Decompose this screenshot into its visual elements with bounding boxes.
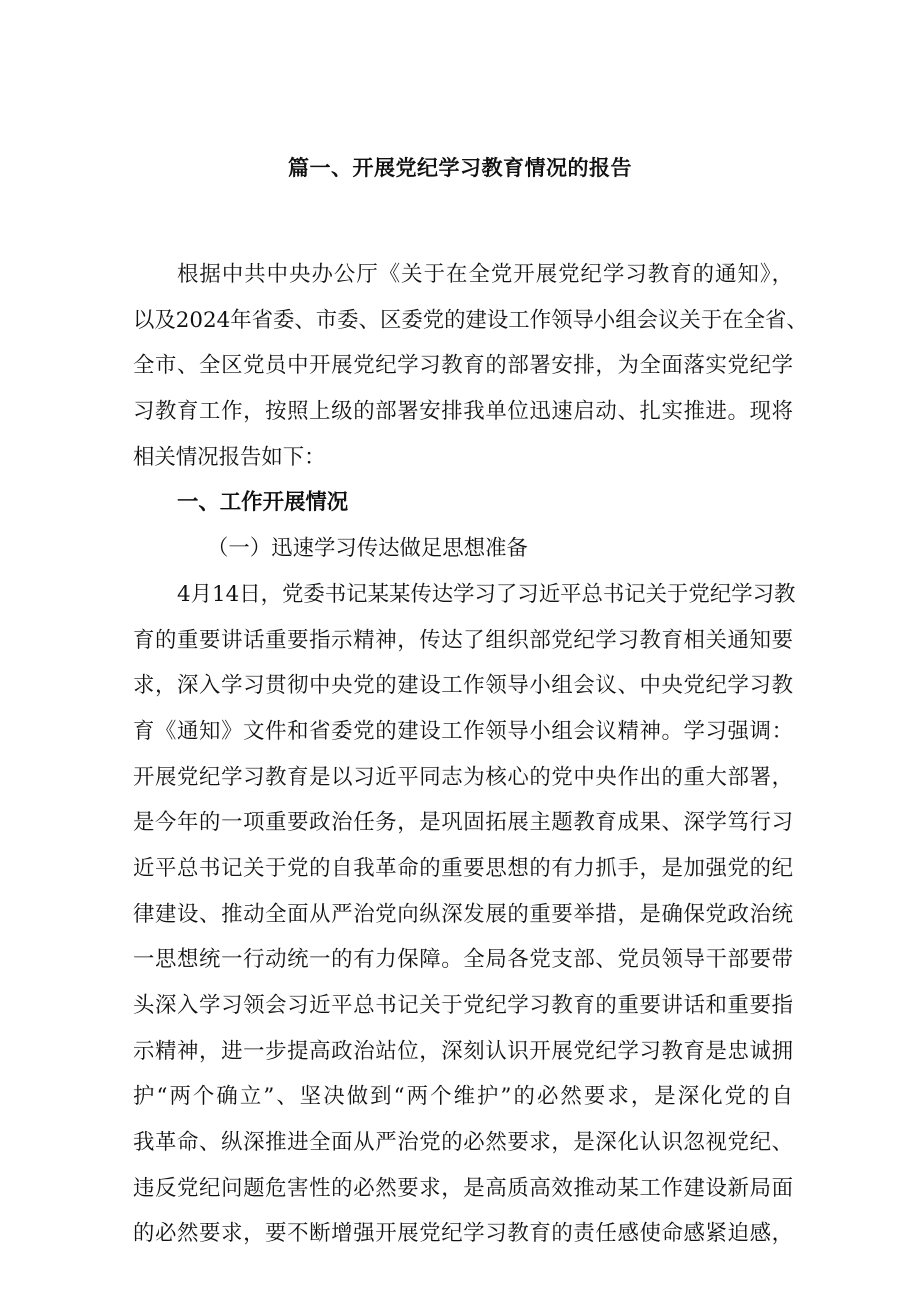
paragraph-line: 头深入学习领会习近平总书记关于党纪学习教育的重要讲话和重要指 [133,993,793,1018]
paragraph-line: 4月14日，党委书记某某传达学习了习近平总书记关于党纪学习教 [177,581,796,607]
paragraph-line: 根据中共中央办公厅《关于在全党开展党纪学习教育的通知》， [177,262,793,287]
paragraph-line: 开展党纪学习教育是以习近平同志为核心的党中央作出的重大部署， [133,764,793,790]
paragraph-line: 习教育工作，按照上级的部署安排我单位迅速启动、扎实推进。现将 [133,399,793,425]
paragraph-line: 示精神，进一步提高政治站位，深刻认识开展党纪学习教育是忠诚拥 [133,1038,793,1064]
document-title: 篇一、开展党纪学习教育情况的报告 [288,155,632,180]
paragraph-line: 育的重要讲话重要指示精神，传达了组织部党纪学习教育相关通知要 [133,627,793,653]
subsection-heading: （一）迅速学习传达做足思想准备 [207,536,528,562]
paragraph-line: 一思想统一行动统一的有力保障。全局各党支部、党员领导干部要带 [133,947,793,973]
paragraph-line: 全市、全区党员中开展党纪学习教育的部署安排，为全面落实党纪学 [133,353,793,379]
paragraph-line: 以及2024年省委、市委、区委党的建设工作领导小组会议关于在全省、 [133,307,808,333]
paragraph-line: 违反党纪问题危害性的必然要求，是高质高效推动某工作建设新局面 [133,1175,793,1201]
document-body [133,252,808,1257]
paragraph-line: 律建设、推动全面从严治党向纵深发展的重要举措，是确保党政治统 [133,901,793,927]
paragraph-line: 育《通知》文件和省委党的建设工作领导小组会议精神。学习强调： [133,718,793,744]
paragraph-line: 近平总书记关于党的自我革命的重要思想的有力抓手，是加强党的纪 [133,855,793,881]
paragraph-line: 是今年的一项重要政治任务，是巩固拓展主题教育成果、深学笃行习 [133,810,793,836]
paragraph-line: 护“两个确立”、坚决做到“两个维护”的必然要求，是深化党的自 [133,1084,793,1110]
paragraph-line: 的必然要求，要不断增强开展党纪学习教育的责任感使命感紧迫感， [133,1221,793,1247]
paragraph-line: 我革命、纵深推进全面从严治党的必然要求，是深化认识忽视党纪、 [133,1130,793,1156]
paragraph-line: 相关情况报告如下： [133,444,326,470]
section-heading: 一、工作开展情况 [177,490,349,516]
paragraph-line: 求，深入学习贯彻中央党的建设工作领导小组会议、中央党纪学习教 [133,673,793,699]
